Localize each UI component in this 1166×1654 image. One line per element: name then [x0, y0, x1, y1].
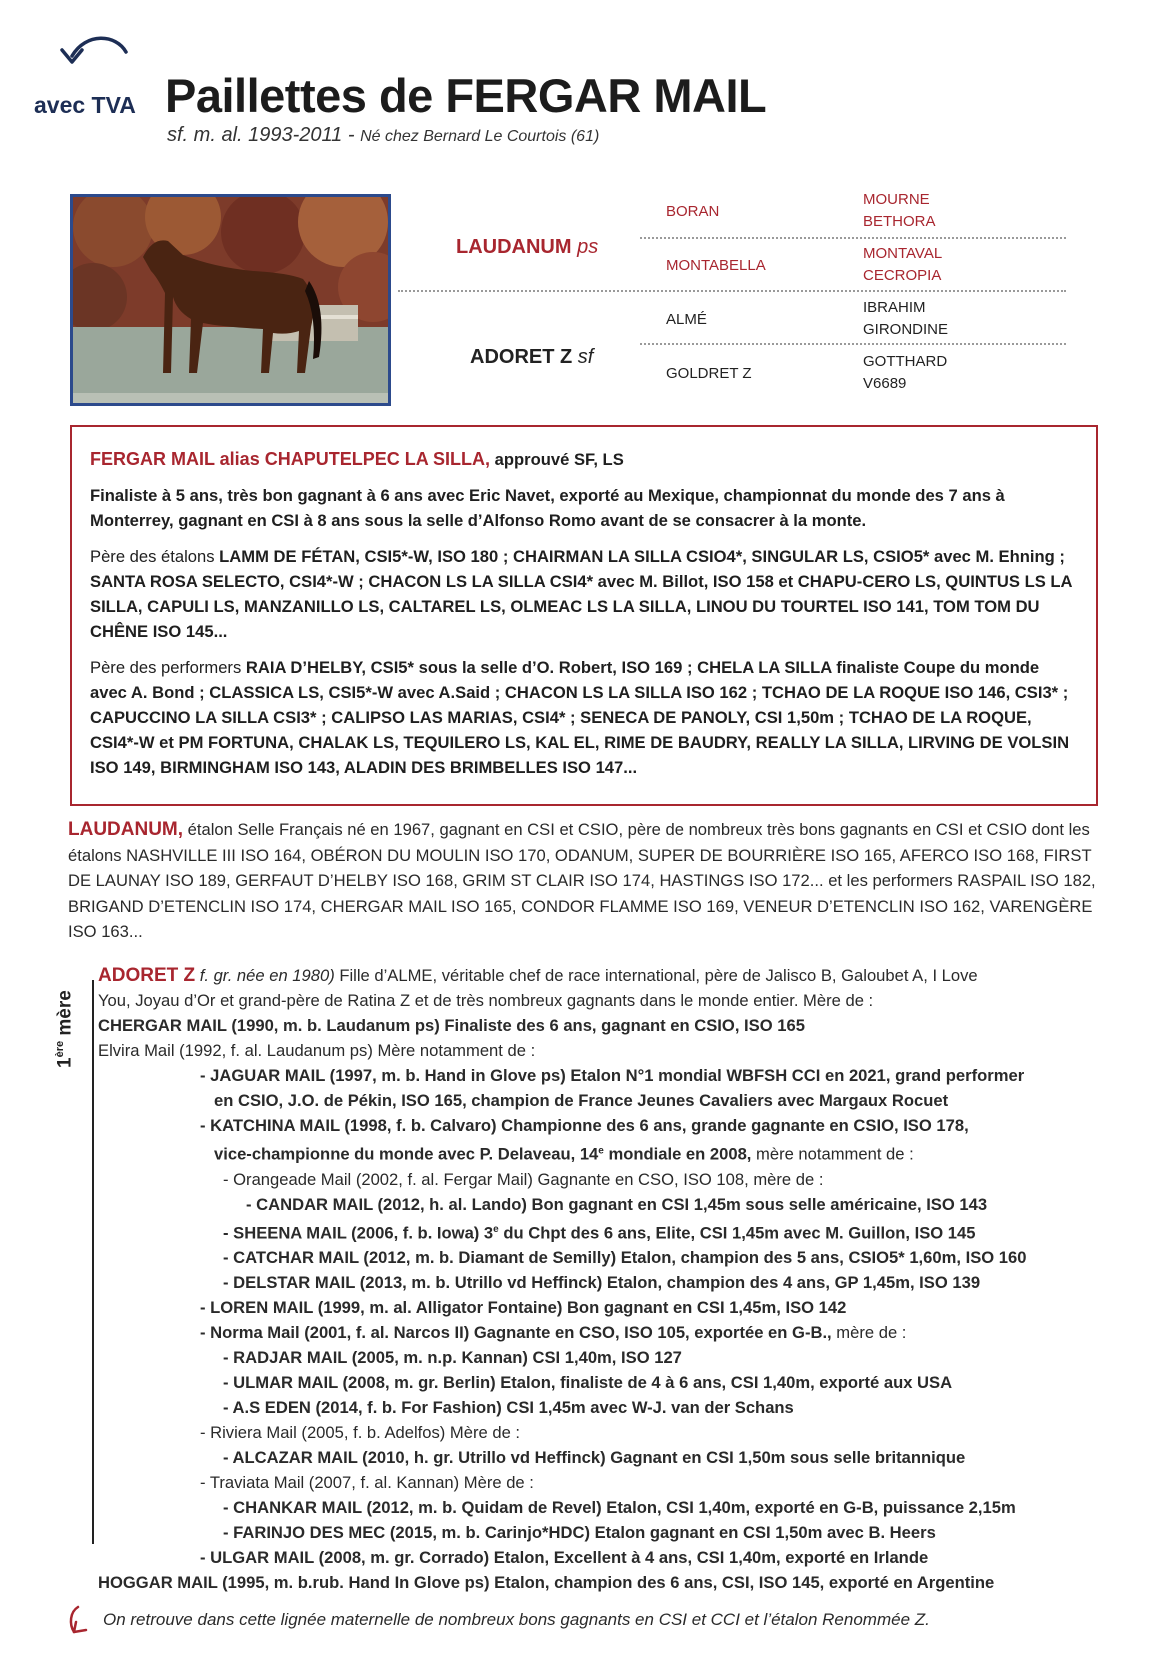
- dam-line-text: Fille d’ALME, véritable chef de race international, père de Jalisco B, Galoubet A, I Love: [339, 966, 978, 985]
- dam-breed: sf: [577, 346, 594, 368]
- offspring-line: - Orangeade Mail (2002, f. al. Fergar Mail) Gagnante en CSO, ISO 108, mère de :: [223, 1169, 824, 1189]
- pedigree-ggs-2: BETHORA: [863, 213, 936, 230]
- maternal-line-bar: [92, 980, 94, 1544]
- dam-line: [98, 963, 1108, 988]
- offspring-line: vice-championne du monde avec P. Delaveau, 14e mondiale en 2008, mère notamment de :: [214, 1144, 914, 1164]
- offspring-line: - JAGUAR MAIL (1997, m. b. Hand in Glove ps) Etalon N°1 mondial WBFSH CCI en 2021, grand performer: [200, 1066, 1025, 1085]
- offspring-line: - KATCHINA MAIL (1998, f. b. Calvaro) Championne des 6 ans, grande gagnante en CSIO, ISO 178,: [200, 1116, 969, 1135]
- pedigree-sire-dam: MONTABELLA: [666, 257, 766, 274]
- return-arrow-icon: [66, 1604, 92, 1638]
- pedigree-sire-sire: BORAN: [666, 203, 720, 220]
- pedigree-dam-dam: GOLDRET Z: [666, 365, 752, 382]
- sire-name: LAUDANUM: [456, 236, 572, 258]
- pedigree-ggs-6: GIRONDINE: [863, 321, 949, 338]
- offspring-line: - Riviera Mail (2005, f. b. Adelfos) Mère de :: [200, 1423, 521, 1443]
- horse-photo: [70, 194, 391, 406]
- laudanum-paragraph: [68, 817, 1100, 945]
- box-paragraph-performers: [90, 655, 1074, 780]
- maternal-family: [98, 963, 1108, 1595]
- box-heading: [90, 447, 1074, 472]
- footer-note: On retrouve dans cette lignée maternelle de nombreux bons gagnants en CSI et CCI et l’étalon Renommée Z.: [103, 1610, 930, 1629]
- box-paragraph-career: Finaliste à 5 ans, très bon gagnant à 6 ans avec Eric Navet, exporté au Mexique, championnat du monde des 7 ans à Monterrey, gagnant en CSI à 8 ans sous la selle d’Alfonso Romo avant de se consacrer à la monte.: [90, 486, 1005, 530]
- box-stallions-intro: Père des étalons: [90, 547, 215, 566]
- laudanum-name: LAUDANUM,: [68, 819, 184, 840]
- offspring-line: Elvira Mail (1992, f. al. Laudanum ps) Mère notamment de :: [98, 1041, 536, 1060]
- offspring-line: - ALCAZAR MAIL (2010, h. gr. Utrillo vd Heffinck) Gagnant en CSI 1,50m sous selle britannique: [223, 1448, 966, 1468]
- pedigree-divider: [640, 237, 1066, 239]
- pedigree-ggs-5: IBRAHIM: [863, 299, 926, 316]
- tva-label: avec TVA: [34, 92, 136, 118]
- dam-line-name: ADORET Z: [98, 965, 196, 986]
- offspring-line: HOGGAR MAIL (1995, m. b.rub. Hand In Glove ps) Etalon, champion des 6 ans, CSI, ISO 145, exporté en Argentine: [98, 1573, 995, 1593]
- subtitle-main: sf. m. al. 1993-2011 -: [167, 124, 355, 146]
- offspring-line: en CSIO, J.O. de Pékin, ISO 165, champion de France Jeunes Cavaliers avec Margaux Rocuet: [214, 1091, 949, 1110]
- box-performers-intro: Père des performers: [90, 658, 242, 677]
- offspring-line: - CATCHAR MAIL (2012, m. b. Diamant de Semilly) Etalon, champion des 5 ans, CSIO5* 1,60m, ISO 160: [223, 1248, 1027, 1268]
- pedigree-ggs-3: MONTAVAL: [863, 245, 943, 262]
- offspring-line: - FARINJO DES MEC (2015, m. b. Carinjo*HDC) Etalon gagnant en CSI 1,50m avec B. Heers: [223, 1523, 936, 1543]
- offspring-line: - A.S EDEN (2014, f. b. For Fashion) CSI 1,45m avec W-J. van der Schans: [223, 1398, 794, 1418]
- box-heading-approval: approuvé SF, LS: [494, 450, 624, 469]
- page-subtitle: [167, 124, 599, 147]
- dam-line-info: f. gr. née en 1980): [199, 966, 335, 985]
- pedigree-sire: [456, 236, 598, 259]
- page-title: Paillettes de FERGAR MAIL: [165, 69, 767, 122]
- sire-breed: ps: [577, 236, 599, 258]
- box-performers-list: RAIA D’HELBY, CSI5* sous la selle d’O. Robert, ISO 169 ; CHELA LA SILLA finaliste Coupe du monde avec A. Bond ; CLASSICA LS, CSI5*-W avec A.Said ; CHACON LS LA SILLA ISO 162 ; TCHAO DE LA ROQUE ISO 146, CSI3* ; CAPUCCINO LA SILLA CSI3* ; CALIPSO LAS MARIAS, CSI4* ; SENECA DE PANOLY, CSI 1,50m ; TCHAO DE LA ROQUE, CSI4*-W et PM FORTUNA, CHALAK LS, TEQUILERO LS, KAL EL, RIME DE BAUDRY, REALLY LA SILLA, LIRVING DE VOLSIN ISO 149, BIRMINGHAM ISO 143, ALADIN DES BRIMBELLES ISO 147...: [90, 658, 1070, 777]
- first-dam-label: 1ère mère: [54, 990, 76, 1068]
- offspring-line: - DELSTAR MAIL (2013, m. b. Utrillo vd Heffinck) Etalon, champion des 4 ans, GP 1,45m, ISO 139: [223, 1273, 981, 1293]
- offspring-line: - CHANKAR MAIL (2012, m. b. Quidam de Revel) Etalon, CSI 1,40m, exporté en G-B, puissance 2,15m: [223, 1498, 1016, 1518]
- offspring-line: - SHEENA MAIL (2006, f. b. Iowa) 3e du Chpt des 6 ans, Elite, CSI 1,45m avec M. Guillon, ISO 145: [223, 1223, 976, 1243]
- dam-name: ADORET Z: [470, 346, 573, 368]
- pedigree-ggs-1: MOURNE: [863, 191, 930, 208]
- pedigree-ggs-4: CECROPIA: [863, 267, 942, 284]
- box-heading-name: FERGAR MAIL alias CHAPUTELPEC LA SILLA,: [90, 449, 491, 469]
- offspring-line: - ULGAR MAIL (2008, m. gr. Corrado) Etalon, Excellent à 4 ans, CSI 1,40m, exporté en Irlande: [200, 1548, 929, 1568]
- offspring-line: - ULMAR MAIL (2008, m. gr. Berlin) Etalon, finaliste de 4 à 6 ans, CSI 1,40m, exporté aux USA: [223, 1373, 953, 1393]
- pedigree-dam: [470, 346, 593, 369]
- offspring-line: - LOREN MAIL (1999, m. al. Alligator Fontaine) Bon gagnant en CSI 1,45m, ISO 142: [200, 1298, 847, 1318]
- box-stallions-list: LAMM DE FÉTAN, CSI5*-W, ISO 180 ; CHAIRMAN LA SILLA CSIO4*, SINGULAR LS, CSIO5* avec M. Ehning ; SANTA ROSA SELECTO, CSI4*-W ; CHACON LS LA SILLA CSI4* avec M. Billot, ISO 158 et CHAPU-CERO LS, QUINTUS LS LA SILLA, CAPULI LS, MANZANILLO LS, CALTAREL LS, OLMEAC LS LA SILLA, LINOU DU TOURTEL ISO 141, TOM TOM DU CHÊNE ISO 145...: [90, 547, 1072, 641]
- offspring-line: CHERGAR MAIL (1990, m. b. Laudanum ps) Finaliste des 6 ans, gagnant en CSIO, ISO 165: [98, 1016, 805, 1035]
- pedigree-divider: [398, 290, 1066, 292]
- stallion-summary-box: [70, 425, 1098, 806]
- pedigree-dam-sire: ALMÉ: [666, 311, 707, 328]
- pedigree-ggs-8: V6689: [863, 375, 907, 392]
- curved-arrow-icon: [58, 30, 132, 82]
- box-paragraph-stallions: [90, 544, 1074, 644]
- horse-photo-illustration: [73, 197, 391, 406]
- offspring-line: - CANDAR MAIL (2012, h. al. Lando) Bon gagnant en CSI 1,45m sous selle américaine, ISO 143: [246, 1194, 988, 1214]
- offspring-line: - Traviata Mail (2007, f. al. Kannan) Mère de :: [200, 1473, 534, 1493]
- offspring-line: - RADJAR MAIL (2005, m. n.p. Kannan) CSI 1,40m, ISO 127: [223, 1348, 682, 1368]
- offspring-line: - Norma Mail (2001, f. al. Narcos II) Gagnante en CSO, ISO 105, exportée en G-B., mère de :: [200, 1323, 907, 1343]
- laudanum-text: étalon Selle Français né en 1967, gagnant en CSI et CSIO, père de nombreux très bons gagnants en CSI et CSIO dont les étalons NASHVILLE III ISO 164, OBÉRON DU MOULIN ISO 170, ODANUM, SUPER DE BOURRIÈRE ISO 165, AFERCO ISO 168, FIRST DE LAUNAY ISO 189, GERFAUT D’HELBY ISO 168, GRIM ST CLAIR ISO 174, HASTINGS ISO 172... et les performers RASPAIL ISO 182, BRIGAND D’ETENCLIN ISO 174, CHERGAR MAIL ISO 165, CONDOR FLAMME ISO 169, VENEUR D’ETENCLIN ISO 162, VARENGÈRE ISO 163...: [68, 820, 1096, 941]
- pedigree-divider: [640, 343, 1066, 345]
- dam-line-continued: You, Joyau d’Or et grand-père de Ratina Z et de très nombreux gagnants dans le monde entier. Mère de :: [98, 991, 874, 1010]
- subtitle-birth: Né chez Bernard Le Courtois (61): [360, 128, 600, 145]
- pedigree-ggs-7: GOTTHARD: [863, 353, 948, 370]
